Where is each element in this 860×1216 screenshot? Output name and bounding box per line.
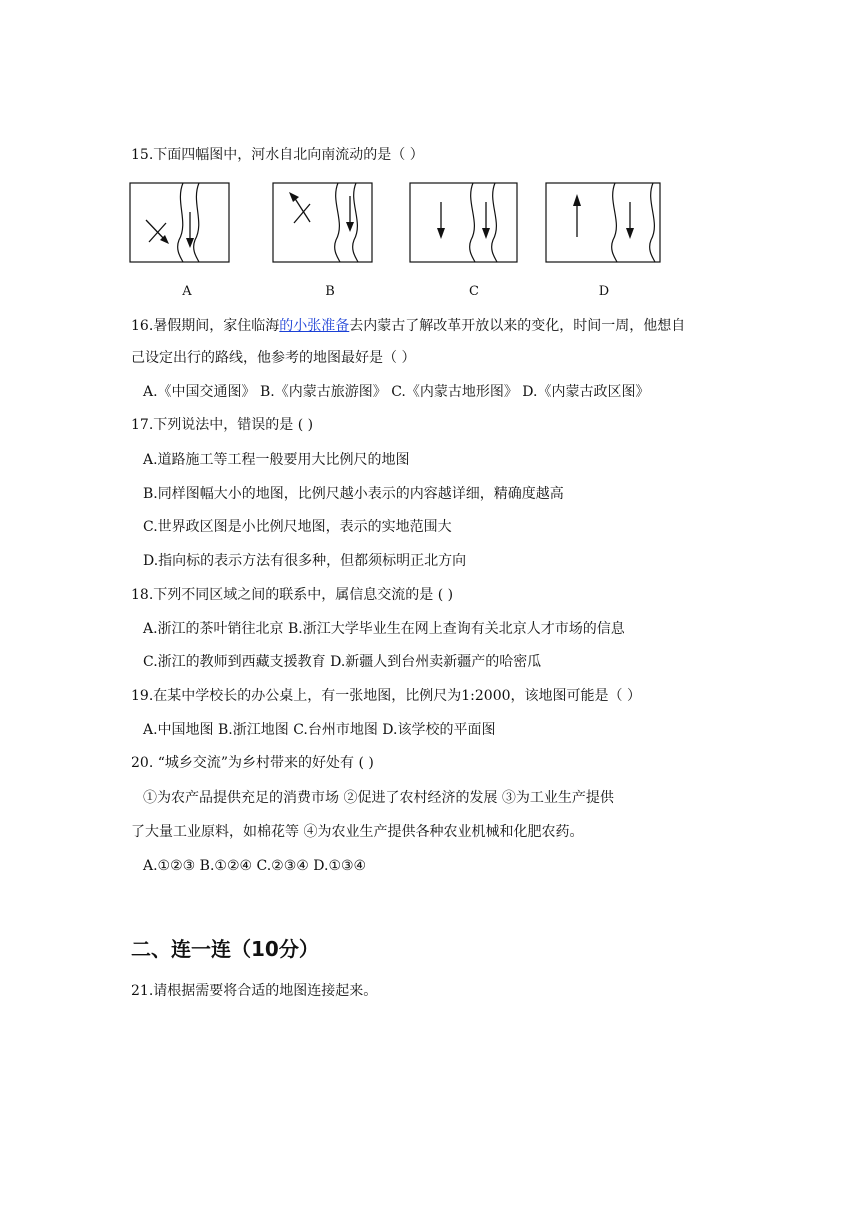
q20-options: A.①②③ B.①②④ C.②③④ D.①③④ bbox=[143, 858, 367, 874]
figure-c bbox=[409, 182, 519, 264]
q16-stem-line2: 己设定出行的路线，他参考的地图最好是（ ） bbox=[131, 350, 416, 366]
q17-option-d: D.指向标的表示方法有很多种，但都须标明正北方向 bbox=[143, 553, 467, 569]
q20-stem: 20. “城乡交流”为乡村带来的好处有 ( ) bbox=[131, 755, 374, 771]
q16-stem-end: 去内蒙古了解改革开放以来的变化，时间一周，他想自 bbox=[349, 318, 686, 334]
label-b: B bbox=[325, 284, 335, 299]
q20-body-line2: 了大量工业原料，如棉花等 ④为农业生产提供各种农业机械和化肥农药。 bbox=[131, 824, 584, 840]
q19-options: A.中国地图 B.浙江地图 C.台州市地图 D.该学校的平面图 bbox=[143, 722, 496, 738]
q16-stem bbox=[131, 316, 685, 336]
label-a: A bbox=[182, 284, 192, 299]
q18-stem: 18.下列不同区域之间的联系中，属信息交流的是 ( ) bbox=[131, 587, 454, 603]
label-c: C bbox=[469, 284, 479, 299]
q17-stem: 17.下列说法中，错误的是 ( ) bbox=[131, 417, 314, 433]
q18-options-ab: A.浙江的茶叶销往北京 B.浙江大学毕业生在网上查询有关北京人才市场的信息 bbox=[143, 621, 625, 637]
q17-option-b: B.同样图幅大小的地图，比例尺越小表示的内容越详细，精确度越高 bbox=[143, 486, 564, 502]
q16-stem-start: 16.暑假期间，家住临海 bbox=[131, 318, 280, 334]
q20-body-line1: ①为农产品提供充足的消费市场 ②促进了农村经济的发展 ③为工业生产提供 bbox=[143, 790, 614, 806]
figure-b bbox=[272, 182, 374, 264]
q18-options-cd: C.浙江的教师到西藏支援教育 D.新疆人到台州卖新疆产的哈密瓜 bbox=[143, 654, 542, 670]
q19-stem: 19.在某中学校长的办公桌上，有一张地图，比例尺为1:2000，该地图可能是（ ） bbox=[131, 688, 641, 704]
figure-a bbox=[129, 182, 231, 264]
figure-d bbox=[545, 182, 663, 264]
q21-stem: 21.请根据需要将合适的地图连接起来。 bbox=[131, 983, 378, 999]
q17-option-a: A.道路施工等工程一般要用大比例尺的地图 bbox=[143, 452, 410, 468]
q17-option-c: C.世界政区图是小比例尺地图，表示的实地范围大 bbox=[143, 519, 452, 535]
label-d: D bbox=[598, 284, 610, 299]
q16-options: A.《中国交通图》 B.《内蒙古旅游图》 C.《内蒙古地形图》 D.《内蒙古政区图》 bbox=[143, 384, 650, 400]
q15-stem: 15.下面四幅图中，河水自北向南流动的是（ ） bbox=[131, 147, 424, 163]
q16-hyperlink[interactable]: 的小张准备 bbox=[279, 318, 350, 334]
section-heading: 二、连一连（10分） bbox=[131, 937, 319, 961]
